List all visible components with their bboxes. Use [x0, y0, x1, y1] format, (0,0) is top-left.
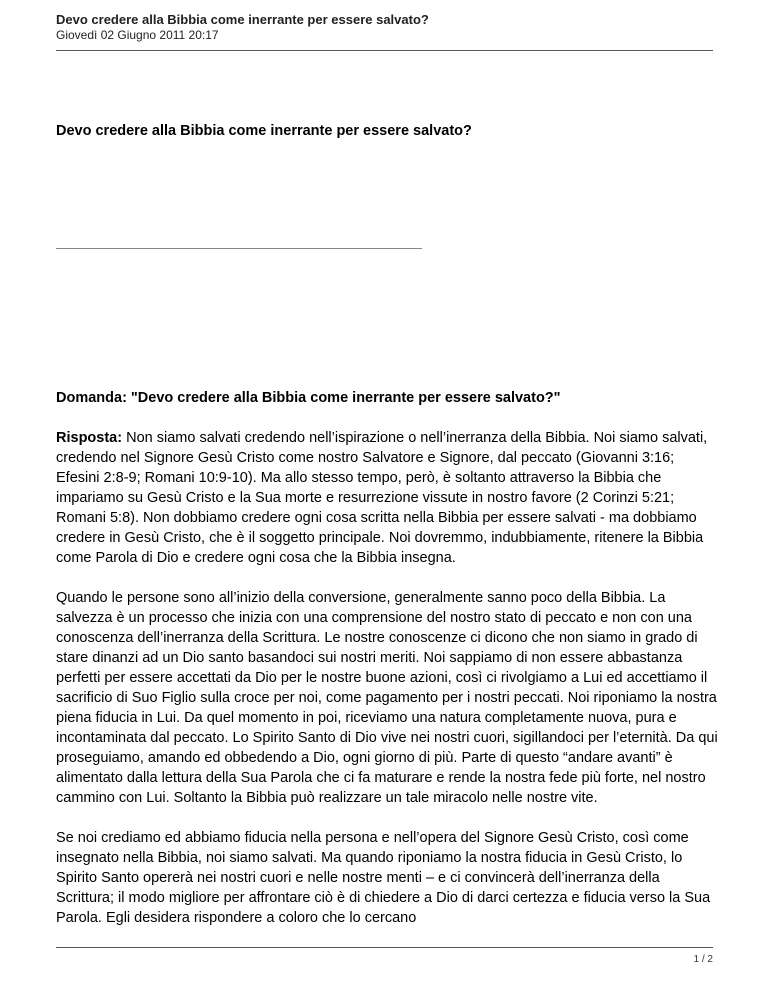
body-paragraph-3: Se noi crediamo ed abbiamo fiducia nella persona e nell’opera del Signore Gesù Cristo, così come insegnato nella Bibbia, noi siamo salvati. Ma quando riponiamo la nostra fiducia in Gesù Cristo, lo Spirito Santo opererà nei nostri cuori e nelle nostre menti – e ci convincerà dell’inerranza della Scrittura; il modo migliore per affrontare ciò è di chiedere a Dio di darci certezza e fiducia verso la Sua Parola. Egli desidera rispondere a coloro che lo cercano	[56, 830, 711, 926]
answer-label: Risposta:	[56, 430, 123, 446]
page-footer	[56, 947, 713, 965]
page-header	[56, 12, 713, 51]
header-title: Devo credere alla Bibbia come inerrante per essere salvato?	[56, 12, 429, 27]
page-number: 1 / 2	[693, 954, 713, 965]
article-body	[56, 388, 718, 948]
answer-text: Non siamo salvati credendo nell’ispirazione o nell’inerranza della Bibbia. Noi siamo salvati, credendo nel Signore Gesù Cristo come nostro Salvatore e Signore, dal peccato (Giovanni 3:16; Efesini 2:8-9; Romani 10:9-10). Ma allo stesso tempo, però, è soltanto attraverso la Bibbia che impariamo su Gesù Cristo e la Sua morte e resurrezione vissute in nostro favore (2 Corinzi 5:21; Romani 5:8). Non dobbiamo credere ogni cosa scritta nella Bibbia per essere salvati - ma dobbiamo credere in Gesù Cristo, che è il soggetto principale. Noi dovremmo, indubbiamente, ritenere la Bibbia come Parola di Dio e credere ogni cosa che la Bibbia insegna.	[56, 430, 708, 566]
separator-line	[56, 248, 422, 249]
answer-paragraph	[56, 428, 718, 568]
article-title: Devo credere alla Bibbia come inerrante per essere salvato?	[56, 123, 472, 139]
question-paragraph: Domanda: "Devo credere alla Bibbia come inerrante per essere salvato?"	[56, 390, 561, 406]
header-date: Giovedì 02 Giugno 2011 20:17	[56, 28, 219, 42]
body-paragraph-2: Quando le persone sono all’inizio della conversione, generalmente sanno poco della Bibbia. La salvezza è un processo che inizia con una comprensione del nostro stato di peccato e non con una conoscenza dell’inerranza della Scrittura. Le nostre conoscenze ci dicono che non siamo in grado di stare dinanzi ad un Dio santo basandoci sui nostri meriti. Noi sappiamo di non essere abbastanza perfetti per essere accettati da Dio per le nostre buone azioni, così ci rivolgiamo a Lui ed accettiamo il sacrificio di Suo Figlio sulla croce per noi, come pagamento per i nostri peccati. Noi riponiamo la nostra piena fiducia in Lui. Da quel momento in poi, riceviamo una natura completamente nuova, pura e incontaminata dal peccato. Lo Spirito Santo di Dio vive nei nostri cuori, sigillandoci per l’eternità. Da qui proseguiamo, amando ed obbedendo a Dio, ogni giorno di più. Parte di questo “andare avanti” è alimentato dalla lettura della Sua Parola che ci fa maturare e rende la nostra fede più forte, nel nostro cammino con Lui. Soltanto la Bibbia può realizzare un tale miracolo nelle nostre vite.	[56, 590, 718, 806]
